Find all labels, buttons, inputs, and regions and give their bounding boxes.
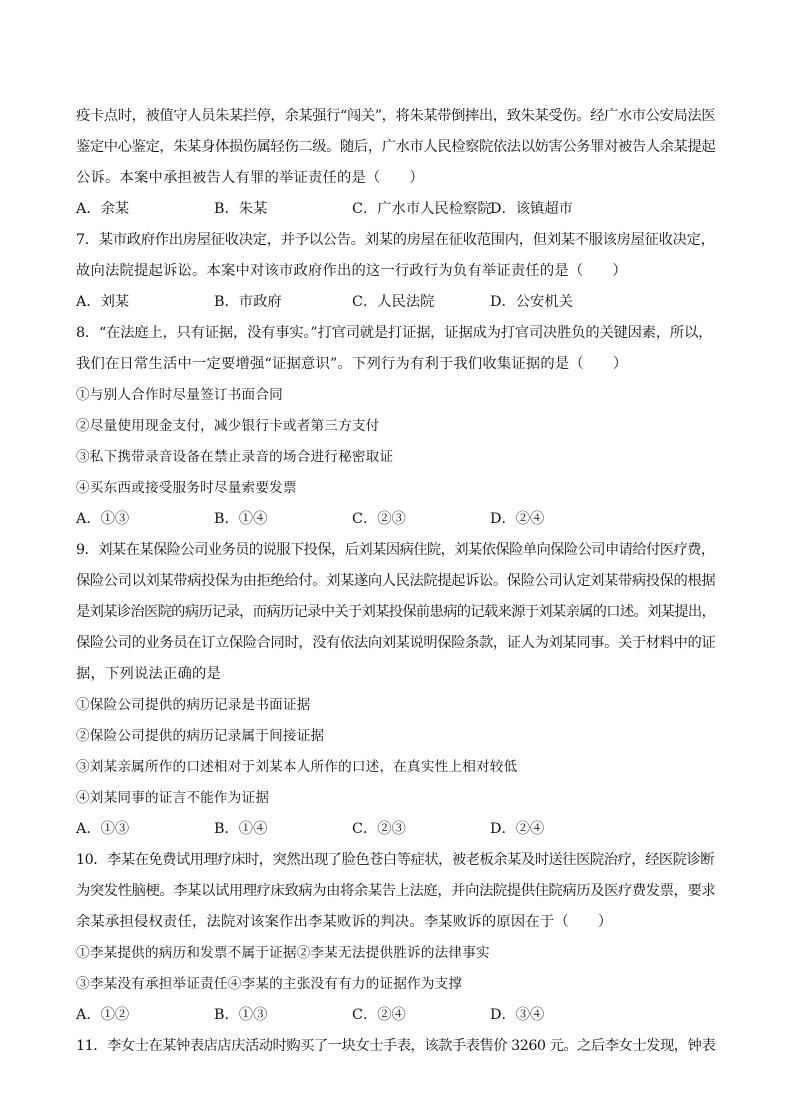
q8-text-line-2: 我们在日常生活中一定要增强“证据意识”。下列行为有利于我们收集证据的是（ ） bbox=[76, 356, 628, 372]
q9-statement-2: ②保险公司提供的病历记录属于间接证据 bbox=[76, 728, 325, 744]
q8-statement-3: ③私下携带录音设备在禁止录音的场合进行秘密取证 bbox=[76, 449, 394, 465]
q9-option-b[interactable]: B．①④ bbox=[214, 821, 268, 837]
q6-text-line-1: 疫卡点时，被值守人员朱某拦停，余某强行“闯关”，将朱某带倒摔出，致朱某受伤。经广水市公安局法医 bbox=[76, 108, 716, 124]
q9-text-line-2: 保险公司以刘某带病投保为由拒绝给付。刘某遂向人民法院提起诉讼。保险公司认定刘某带病投保的根据 bbox=[76, 573, 716, 589]
q9-text-line-3: 是刘某诊治医院的病历记录，而病历记录中关于刘某投保前患病的记载来源于刘某亲属的口述。刘某提出， bbox=[76, 604, 716, 620]
q10-options bbox=[76, 1005, 716, 1025]
q9-option-d[interactable]: D．②④ bbox=[490, 821, 545, 837]
q10-option-d[interactable]: D．③④ bbox=[490, 1007, 545, 1023]
q7-option-c[interactable]: C．人民法院 bbox=[352, 294, 435, 310]
q10-text-line-1: 10．李某在免费试用理疗床时，突然出现了脸色苍白等症状，被老板余某及时送往医院治疗，经医院诊断 bbox=[76, 852, 715, 868]
q9-options bbox=[76, 819, 716, 839]
q7-option-a[interactable]: A．刘某 bbox=[76, 294, 130, 310]
q9-text-line-4: 保险公司的业务员在订立保险合同时，没有依法向刘某说明保险条款，证人为刘某同事。关于材料中的证 bbox=[76, 635, 716, 651]
q7-options bbox=[76, 292, 716, 312]
q6-options bbox=[76, 199, 716, 219]
q10-text-line-2: 为突发性脑梗。李某以试用理疗床致病为由将余某告上法庭，并向法院提供住院病历及医疗费发票，要求 bbox=[76, 883, 716, 899]
q8-statement-4: ④买东西或接受服务时尽量索要发票 bbox=[76, 480, 297, 496]
q8-option-c[interactable]: C．②③ bbox=[352, 511, 406, 527]
q8-option-d[interactable]: D．②④ bbox=[490, 511, 545, 527]
q6-option-b[interactable]: B．朱某 bbox=[214, 201, 268, 217]
q11-text-line-1: 11．李女士在某钟表店店庆活动时购买了一块女士手表，该款手表售价 3260 元。之后李女士发现，钟表 bbox=[76, 1038, 716, 1054]
q9-text-line-5: 据，下列说法正确的是 bbox=[76, 666, 221, 682]
q10-text-line-3: 余某承担侵权责任，法院对该案作出李某败诉的判决。李某败诉的原因在于（ ） bbox=[76, 914, 613, 930]
q7-option-b[interactable]: B．市政府 bbox=[214, 294, 282, 310]
q10-option-c[interactable]: C．②④ bbox=[352, 1007, 406, 1023]
q9-statement-1: ①保险公司提供的病历记录是书面证据 bbox=[76, 697, 311, 713]
q10-option-b[interactable]: B．①③ bbox=[214, 1007, 268, 1023]
q9-text-line-1: 9．刘某在某保险公司业务员的说服下投保，后刘某因病住院，刘某依保险单向保险公司申请给付医疗费， bbox=[76, 542, 715, 558]
q6-option-a[interactable]: A．余某 bbox=[76, 201, 130, 217]
q9-option-c[interactable]: C．②③ bbox=[352, 821, 406, 837]
q8-option-b[interactable]: B．①④ bbox=[214, 511, 268, 527]
q7-text-line-1: 7．某市政府作出房屋征收决定，并予以公告。刘某的房屋在征收范围内，但刘某不服该房屋征收决定， bbox=[76, 232, 715, 248]
q8-statement-2: ②尽量使用现金支付，减少银行卡或者第三方支付 bbox=[76, 418, 380, 434]
q8-text-line-1: 8．“在法庭上，只有证据，没有事实。”打官司就是打证据，证据成为打官司决胜负的关键因素，所以， bbox=[76, 325, 713, 341]
q7-text-line-2: 故向法院提起诉讼。本案中对该市政府作出的这一行政行为负有举证责任的是（ ） bbox=[76, 263, 627, 279]
q10-statement-line-2: ③李某没有承担举证责任④李某的主张没有有力的证据作为支撑 bbox=[76, 976, 463, 992]
q7-option-d[interactable]: D．公安机关 bbox=[490, 294, 573, 310]
q6-option-d[interactable]: D．该镇超市 bbox=[490, 201, 573, 217]
q6-option-c[interactable]: C．广水市人民检察院 bbox=[352, 201, 492, 217]
q9-option-a[interactable]: A．①③ bbox=[76, 821, 130, 837]
q6-text-line-3: 公诉。本案中承担被告人有罪的举证责任的是（ ） bbox=[76, 170, 424, 186]
q8-statement-1: ①与别人合作时尽量签订书面合同 bbox=[76, 387, 283, 403]
q9-statement-4: ④刘某同事的证言不能作为证据 bbox=[76, 790, 270, 806]
q8-option-a[interactable]: A．①③ bbox=[76, 511, 130, 527]
q8-options bbox=[76, 509, 716, 529]
q10-option-a[interactable]: A．①② bbox=[76, 1007, 130, 1023]
q10-statement-line-1: ①李某提供的病历和发票不属于证据②李某无法提供胜诉的法律事实 bbox=[76, 945, 490, 961]
q9-statement-3: ③刘某亲属所作的口述相对于刘某本人所作的口述，在真实性上相对较低 bbox=[76, 759, 518, 775]
q6-text-line-2: 鉴定中心鉴定，朱某身体损伤属轻伤二级。随后，广水市人民检察院依法以妨害公务罪对被告人余某提起 bbox=[76, 139, 716, 155]
